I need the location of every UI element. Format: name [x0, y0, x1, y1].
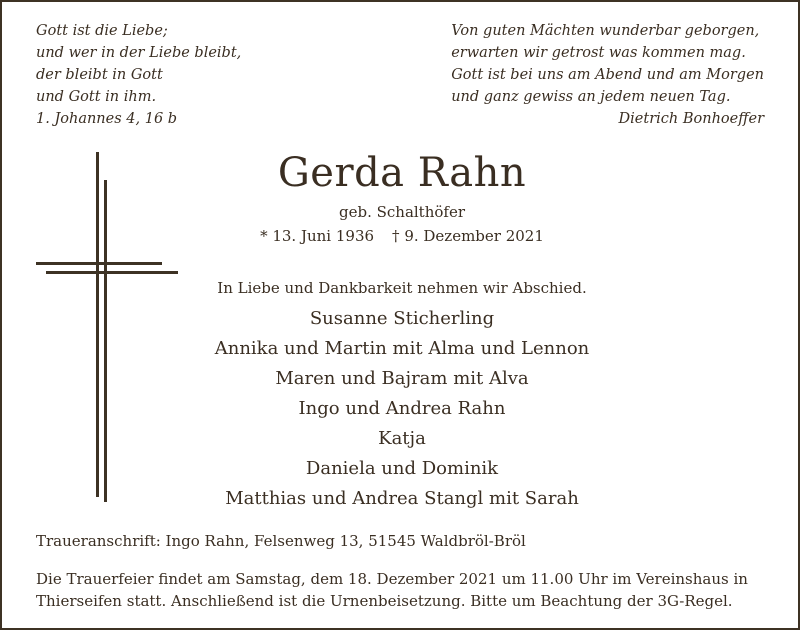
mourning-address: Traueranschrift: Ingo Rahn, Felsenweg 13, 51545 Waldbröl-Bröl — [36, 532, 526, 550]
poem-line: und ganz gewiss an jedem neuen Tag. — [451, 89, 731, 105]
mourners-list — [162, 304, 642, 514]
mourner-name: Matthias und Andrea Stangl mit Sarah — [225, 488, 579, 509]
bonhoeffer-poem — [451, 20, 764, 130]
birth-date: * 13. Juni 1936 — [260, 227, 375, 245]
mourner-name: Susanne Sticherling — [309, 308, 495, 329]
poem-line: erwarten wir getrost was kommen mag. — [451, 45, 746, 61]
life-dates — [162, 226, 642, 246]
ceremony-info — [36, 568, 776, 612]
deceased-name: Gerda Rahn — [277, 150, 527, 196]
cross-vertical-bar — [104, 180, 107, 502]
verse-line: und wer in der Liebe bleibt, — [36, 45, 242, 61]
mourner-name: Annika und Martin mit Alma und Lennon — [214, 338, 590, 359]
ceremony-line: Die Trauerfeier findet am Samstag, dem 18. Dezember 2021 um 11.00 Uhr im Vereinshaus in — [36, 570, 748, 588]
mourner-name: Daniela und Dominik — [305, 458, 499, 479]
verse-line: und Gott in ihm. — [36, 89, 157, 105]
death-date: † 9. Dezember 2021 — [392, 227, 544, 245]
cross-vertical-bar — [96, 152, 99, 497]
bible-verse — [36, 20, 241, 130]
mourner-name: Katja — [378, 428, 426, 449]
mourner-name: Maren und Bajram mit Alva — [275, 368, 529, 389]
poem-line: Gott ist bei uns am Abend und am Morgen — [451, 67, 764, 83]
verse-line: der bleibt in Gott — [36, 67, 163, 83]
poem-line: Von guten Mächten wunderbar geborgen, — [451, 23, 760, 39]
ceremony-line: Thierseifen statt. Anschließend ist die Urnenbeisetzung. Bitte um Beachtung der 3G-Regel. — [36, 592, 733, 610]
poem-author: Dietrich Bonhoeffer — [618, 111, 764, 127]
farewell-text: In Liebe und Dankbarkeit nehmen wir Abschied. — [217, 279, 587, 297]
mourner-name: Ingo und Andrea Rahn — [298, 398, 506, 419]
cross-horizontal-bar — [36, 262, 162, 265]
verse-line: Gott ist die Liebe; — [36, 23, 168, 39]
verse-reference: 1. Johannes 4, 16 b — [36, 111, 178, 127]
cross-horizontal-bar — [46, 271, 178, 274]
cross-icon — [32, 152, 182, 512]
birth-name: geb. Schalthöfer — [338, 203, 465, 221]
